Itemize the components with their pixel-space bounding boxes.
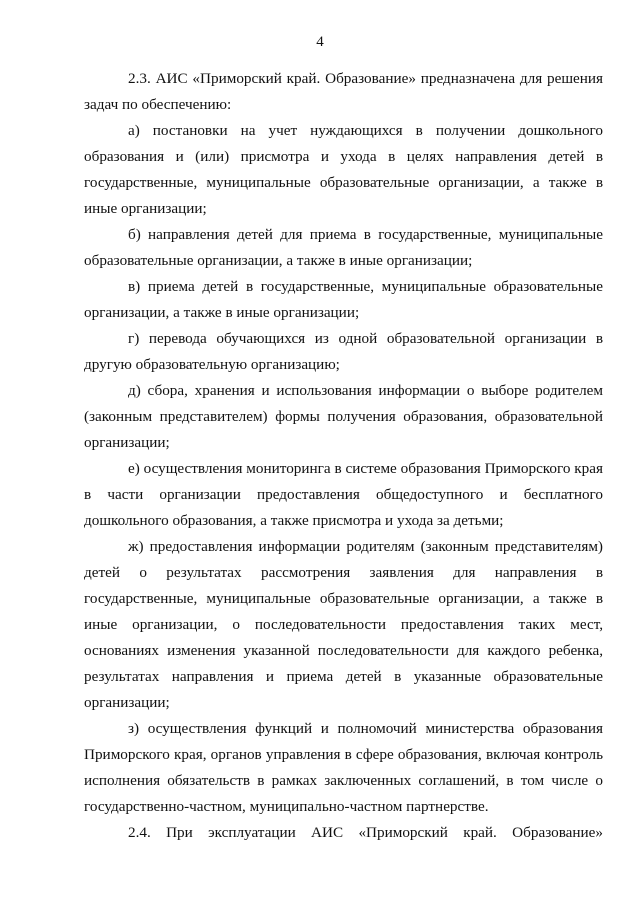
paragraph-item-z: з) осуществления функций и полномочий министерства образования Приморского края, органов управления в сфере образования, включая контроль исполнения обязательств в рамках заключенных соглашений, в том числе о государственно-частном, муниципально-частном партнерстве. xyxy=(84,720,603,815)
paragraph-2-3: 2.3. АИС «Приморский край. Образование» предназначена для решения задач по обеспечению: xyxy=(84,70,603,113)
paragraph-item-d: д) сбора, хранения и использования информации о выборе родителем (законным представителем) формы получения образования, образовательной организации; xyxy=(84,382,603,451)
paragraph-item-v: в) приема детей в государственные, муниципальные образовательные организации, а также в иные организации; xyxy=(84,278,603,321)
paragraph-item-e: е) осуществления мониторинга в системе образования Приморского края в части организации предоставления общедоступного и бесплатного дошкольного образования, а также присмотра и ухода за детьми; xyxy=(84,460,603,529)
paragraph-2-4: 2.4. При эксплуатации АИС «Приморский край. Образование» xyxy=(128,824,603,841)
page-number: 4 xyxy=(316,34,324,50)
paragraph-item-a: а) постановки на учет нуждающихся в получении дошкольного образования и (или) присмотра и ухода в целях направления детей в государственные, муниципальные образовательные организации, а также в иные организации; xyxy=(84,122,603,217)
paragraph-item-b: б) направления детей для приема в государственные, муниципальные образовательные организации, а также в иные организации; xyxy=(84,226,603,269)
paragraph-item-zh: ж) предоставления информации родителям (законным представителям) детей о результатах рассмотрения заявления для направления в государственные, муниципальные образовательные организации, а также в иные организации, о последовательности предоставления таких мест, основаниях изменения указанной последовательности для каждого ребенка, результатах направления и приема детей в указанные образовательные организации; xyxy=(84,538,603,711)
paragraph-item-g: г) перевода обучающихся из одной образовательной организации в другую образовательную организацию; xyxy=(84,330,603,373)
document-body xyxy=(84,66,603,846)
